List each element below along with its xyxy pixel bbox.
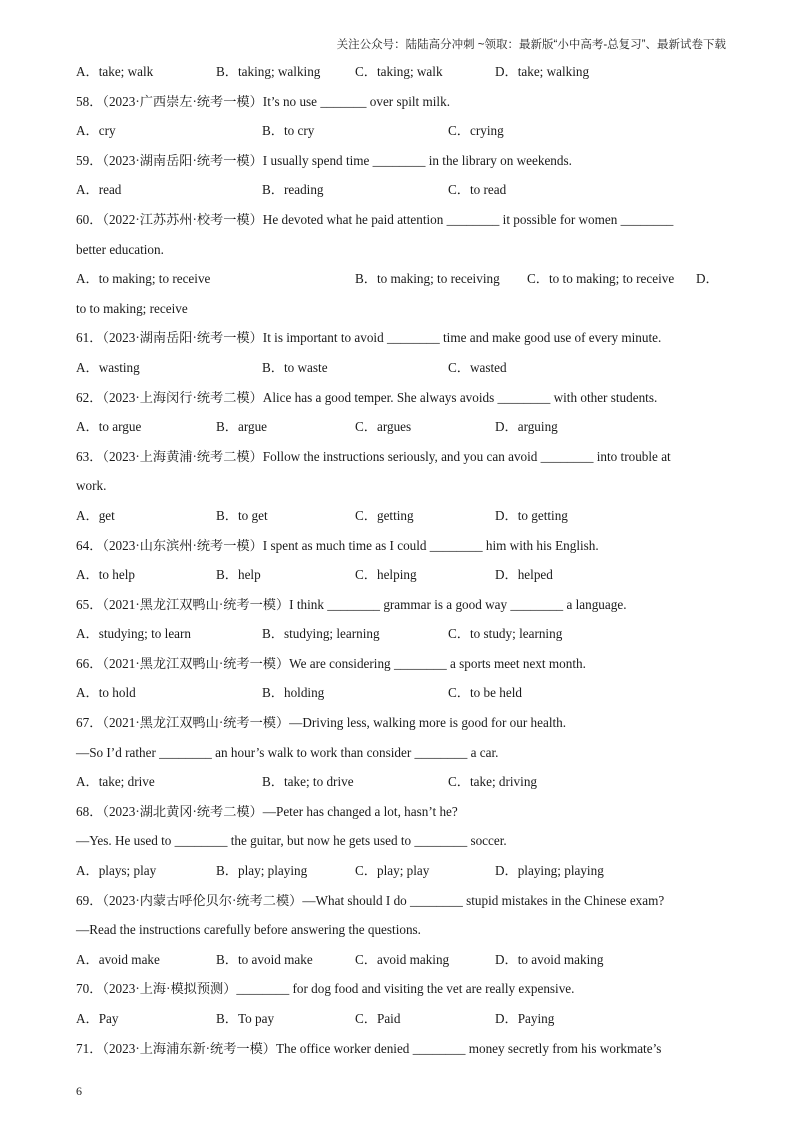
answer-option: C．avoid making <box>355 951 450 967</box>
answer-option: C．crying <box>448 123 504 139</box>
answer-option: B．help <box>216 567 261 583</box>
question-text-line <box>76 388 726 418</box>
answer-option: C．to to making; to receive <box>527 271 675 287</box>
answer-option: A．plays; play <box>76 863 157 879</box>
answer-option: D．helped <box>495 567 553 583</box>
answer-option: A．get <box>76 507 115 523</box>
question-text-line <box>76 299 726 329</box>
answer-options-row <box>76 950 726 980</box>
question-text: 68．（2023·湖北黄冈·统考二模）—Peter has changed a lot, hasn’t he? <box>76 803 458 819</box>
question-text-line <box>76 447 726 477</box>
question-text: 69．（2023·内蒙古呼伦贝尔·统考二模）—What should I do ________ stupid mistakes in the Chinese exam? <box>76 892 665 908</box>
answer-option: D．to getting <box>495 507 568 523</box>
answer-options-row <box>76 861 726 891</box>
answer-options-row <box>76 62 726 92</box>
question-text-line <box>76 328 726 358</box>
answer-option: B．play; playing <box>216 863 308 879</box>
answer-option: D．take; walking <box>495 64 590 79</box>
answer-option: B．to avoid make <box>216 951 313 967</box>
question-text: 65．（2021·黑龙江双鸭山·统考一模）I think ________ grammar is a good way ________ a language. <box>76 596 627 612</box>
question-text-line <box>76 743 726 773</box>
answer-option: A．read <box>76 182 122 198</box>
answer-option: D．playing; playing <box>495 863 604 879</box>
answer-option: C．taking; walk <box>355 64 443 79</box>
question-text-line <box>76 536 726 566</box>
answer-option: D．to avoid making <box>495 951 604 967</box>
answer-option: C．to read <box>448 182 507 198</box>
answer-option: B．holding <box>262 685 325 701</box>
answer-options-row <box>76 683 726 713</box>
answer-option: C．play; play <box>355 863 430 879</box>
answer-options-row <box>76 358 726 388</box>
answer-option: A．Pay <box>76 1011 119 1026</box>
question-text: 60．（2022·江苏苏州·校考一模）He devoted what he paid attention ________ it possible for women ________ <box>76 211 674 227</box>
question-text: 70．（2023·上海·模拟预测）________ for dog food and visiting the vet are really expensive. <box>76 981 575 997</box>
question-text: 58．（2023·广西崇左·统考一模）It’s no use _______ over spilt milk. <box>76 93 450 109</box>
answer-options-row <box>76 624 726 654</box>
answer-option: C．wasted <box>448 359 507 375</box>
answer-option: B．take; to drive <box>262 774 354 790</box>
question-text-line <box>76 831 726 861</box>
answer-option: A．take; walk <box>76 64 154 79</box>
question-text: 67．（2021·黑龙江双鸭山·统考一模）—Driving less, walking more is good for our health. <box>76 715 567 731</box>
answer-options-row <box>76 269 726 299</box>
answer-options-row <box>76 180 726 210</box>
answer-option: A．cry <box>76 123 116 139</box>
question-text-line <box>76 979 726 1009</box>
answer-options-row <box>76 417 726 447</box>
question-text-line <box>76 1039 726 1069</box>
answer-options-row <box>76 772 726 802</box>
question-text-line <box>76 802 726 832</box>
question-text: 71．（2023·上海浦东新·统考一模）The office worker denied ________ money secretly from his workmate’s <box>76 1040 662 1056</box>
question-text-line <box>76 240 726 270</box>
question-text: to to making; receive <box>76 300 188 316</box>
question-text: 61．（2023·湖南岳阳·统考一模）It is important to avoid ________ time and make good use of every minute. <box>76 330 662 346</box>
answer-options-row <box>76 565 726 595</box>
answer-option: B．to get <box>216 507 268 523</box>
question-text: 62．（2023·上海闵行·统考二模）Alice has a good temper. She always avoids ________ with other students. <box>76 389 658 405</box>
answer-option: D．Paying <box>495 1011 555 1026</box>
answer-option: B．taking; walking <box>216 64 321 79</box>
answer-option: A．wasting <box>76 359 140 375</box>
answer-option: A．to making; to receive <box>76 271 211 287</box>
answer-option: B．reading <box>262 182 324 198</box>
question-text: 64．（2023·山东滨州·统考一模）I spent as much time as I could ________ him with his English. <box>76 537 599 553</box>
answer-option: A．to hold <box>76 685 136 701</box>
answer-option: D． <box>696 271 719 287</box>
answer-option: B．To pay <box>216 1011 275 1026</box>
question-text-line <box>76 713 726 743</box>
answer-option: C．take; driving <box>448 774 538 790</box>
answer-option: C．Paid <box>355 1011 401 1026</box>
answer-option: A．avoid make <box>76 951 160 967</box>
answer-option: D．arguing <box>495 419 558 435</box>
answer-option: A．take; drive <box>76 774 155 790</box>
answer-option: C．to study; learning <box>448 626 563 642</box>
question-text-line <box>76 210 726 240</box>
answer-options-row <box>76 506 726 536</box>
page-header: 关注公众号：陆陆高分冲刺 ~领取：最新版“小中高考-总复习”、最新试卷下载 <box>336 39 726 51</box>
question-list <box>76 62 726 1068</box>
question-text: —Read the instructions carefully before answering the questions. <box>76 922 421 938</box>
answer-option: A．to argue <box>76 419 142 435</box>
answer-options-row <box>76 1009 726 1039</box>
answer-option: B．to making; to receiving <box>355 271 500 287</box>
answer-option: B．argue <box>216 419 268 435</box>
answer-option: B．to cry <box>262 123 315 139</box>
answer-option: C．getting <box>355 507 414 523</box>
answer-option: C．argues <box>355 419 412 435</box>
question-text: better education. <box>76 241 164 257</box>
answer-option: B．to waste <box>262 359 328 375</box>
question-text-line <box>76 151 726 181</box>
question-text: —Yes. He used to ________ the guitar, but now he gets used to ________ soccer. <box>76 833 507 849</box>
question-text: 63．（2023·上海黄浦·统考二模）Follow the instructions seriously, and you can avoid ________ into trouble at <box>76 448 671 464</box>
answer-option: C．helping <box>355 567 417 583</box>
question-text-line <box>76 92 726 122</box>
page-number: 6 <box>76 1084 82 1098</box>
question-text: —So I’d rather ________ an hour’s walk to work than consider ________ a car. <box>76 744 499 760</box>
question-text-line <box>76 654 726 684</box>
answer-option: A．to help <box>76 567 135 583</box>
question-text-line <box>76 595 726 625</box>
question-text-line <box>76 891 726 921</box>
question-text: 59．（2023·湖南岳阳·统考一模）I usually spend time ________ in the library on weekends. <box>76 152 572 168</box>
question-text: 66．（2021·黑龙江双鸭山·统考一模）We are considering ________ a sports meet next month. <box>76 655 586 671</box>
question-text-line <box>76 476 726 506</box>
question-text: work. <box>76 478 107 494</box>
answer-option: C．to be held <box>448 685 522 701</box>
answer-option: A．studying; to learn <box>76 626 192 642</box>
answer-option: B．studying; learning <box>262 626 380 642</box>
answer-options-row <box>76 121 726 151</box>
question-text-line <box>76 920 726 950</box>
